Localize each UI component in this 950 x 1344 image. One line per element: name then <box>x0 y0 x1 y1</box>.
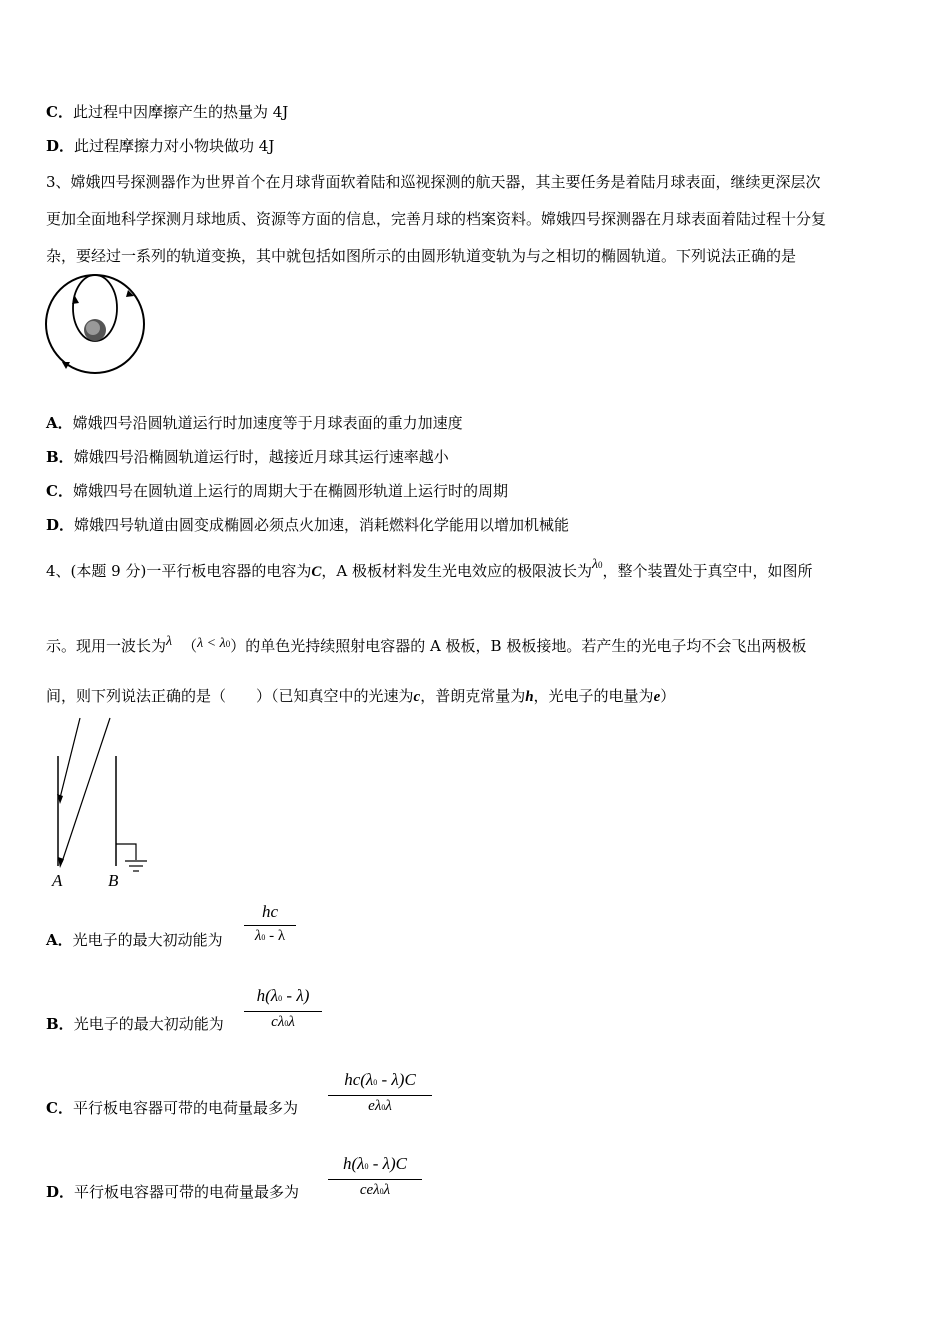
light-ray-1 <box>60 718 80 798</box>
option-text: 嫦娥四号在圆轨道上运行的周期大于在椭圆形轨道上运行时的周期 <box>72 482 508 500</box>
lambda-symbol: λ <box>166 634 173 649</box>
fraction-denominator <box>328 1098 432 1115</box>
subscript-zero: 0 <box>598 560 603 570</box>
den-part: λ <box>288 1014 295 1030</box>
q4-stem-line2 <box>46 635 806 659</box>
option-text: 嫦娥四号沿圆轨道运行时加速度等于月球表面的重力加速度 <box>72 414 463 432</box>
capacitance-symbol: C <box>311 564 322 580</box>
condition-text: λ < λ <box>197 636 226 651</box>
fraction-bar <box>244 925 296 926</box>
fraction-bar <box>244 1011 322 1012</box>
fraction-numerator <box>244 986 322 1006</box>
num-part: hc(λ <box>344 1070 374 1089</box>
fraction-numerator: hc <box>261 902 279 921</box>
option-label: B． <box>46 448 74 466</box>
q4-option-b-fraction <box>244 984 322 1036</box>
den-part: ceλ <box>359 1182 380 1198</box>
q4-stem-text: 示。现用一波长为 <box>46 637 167 655</box>
q3-stem-line1: 3、嫦娥四号探测器作为世界首个在月球背面软着陆和巡视探测的航天器，其主要任务是着陆月球表面，继续更深层次 <box>46 173 821 191</box>
light-speed-symbol: c <box>413 689 421 705</box>
fraction-numerator <box>328 1070 432 1090</box>
option-text: 嫦娥四号轨道由圆变成椭圆必须点火加速，消耗燃料化学能用以增加机械能 <box>74 516 570 534</box>
q3-option-c <box>46 480 508 502</box>
orbit-figure <box>42 272 150 380</box>
q4-stem-text: ，A 极板材料发生光电效应的极限波长为 <box>321 562 592 580</box>
option-text: 平行板电容器可带的电荷量最多为 <box>74 1183 300 1201</box>
q3-stem-line3: 杂，要经过一系列的轨道变换，其中就包括如图所示的由圆形轨道变轨为与之相切的椭圆轨道。下列说法正确的是 <box>46 247 797 265</box>
fraction-numerator <box>328 1154 422 1174</box>
q4-stem-text: 间，则下列说法正确的是（ ）（已知真空中的光速为 <box>46 687 414 705</box>
den-part: cλ <box>271 1014 285 1030</box>
ground-wire <box>116 844 136 860</box>
den-part: λ <box>383 1182 391 1198</box>
planck-symbol: h <box>525 689 534 705</box>
light-ray-2 <box>62 718 110 862</box>
option-text: 平行板电容器可带的电荷量最多为 <box>72 1099 298 1117</box>
q4-option-c <box>46 1097 298 1119</box>
fraction-denominator <box>244 1014 322 1031</box>
option-label: C． <box>46 1099 73 1117</box>
q3-option-b <box>46 446 449 468</box>
q4-stem-text: ，普朗克常量为 <box>420 687 526 705</box>
num-part: - λ) <box>282 986 310 1005</box>
num-part: h(λ <box>256 986 279 1005</box>
charge-symbol: e <box>653 689 661 705</box>
plate-a-label: A <box>52 871 63 890</box>
subscript-zero: 0 <box>364 1162 369 1171</box>
option-label: B． <box>46 1015 74 1033</box>
subscript-zero: 0 <box>261 933 266 942</box>
lambda-glyph: λ <box>591 557 599 572</box>
q4-stem-text: ） <box>660 687 676 705</box>
option-label: A． <box>46 414 73 432</box>
q4-stem-text: 4、(本题 9 分)一平行板电容器的电容为 <box>46 562 312 580</box>
prev-option-c <box>46 101 288 123</box>
option-label: D． <box>46 516 75 534</box>
option-text: 光电子的最大初动能为 <box>73 1015 224 1033</box>
fraction-denominator <box>328 1182 422 1199</box>
option-label: C． <box>46 482 73 500</box>
subscript-zero: 0 <box>225 639 231 649</box>
q4-option-a-fraction <box>244 900 296 950</box>
option-label: A． <box>46 931 73 949</box>
subscript-zero: 0 <box>379 1187 384 1196</box>
q4-option-b <box>46 1013 224 1035</box>
lambda0-symbol <box>592 557 603 572</box>
q4-option-c-fraction <box>328 1068 432 1120</box>
num-part: h(λ <box>342 1154 365 1173</box>
option-text: 此过程摩擦力对小物块做功 4J <box>74 137 275 155</box>
den-part: λ <box>385 1098 392 1114</box>
fraction-bar <box>328 1179 422 1180</box>
q4-stem-line1 <box>46 557 813 584</box>
option-text: 嫦娥四号沿椭圆轨道运行时，越接近月球其运行速率越小 <box>73 448 449 466</box>
q4-option-d-fraction <box>328 1152 422 1204</box>
q4-option-d <box>46 1181 299 1203</box>
q4-stem-text: ，光电子的电量为 <box>533 687 654 705</box>
q4-stem-line3 <box>46 685 675 708</box>
subscript-zero: 0 <box>284 1019 289 1028</box>
q3-option-a <box>46 412 463 434</box>
option-label: C． <box>46 103 73 121</box>
capacitor-figure <box>46 716 156 892</box>
num-part: - λ)C <box>368 1154 408 1173</box>
num-part: - λ)C <box>377 1070 416 1089</box>
prev-option-d <box>46 135 274 157</box>
option-label: D． <box>46 1183 75 1201</box>
paren-open: （ <box>182 637 198 655</box>
option-label: D． <box>46 137 75 155</box>
den-part: λ <box>254 928 262 944</box>
subscript-zero: 0 <box>381 1103 386 1112</box>
fraction-denominator <box>244 928 296 945</box>
plate-b-label: B <box>108 871 119 890</box>
lambda-condition <box>197 636 230 651</box>
moon-highlight <box>86 321 100 335</box>
option-text: 此过程中因摩擦产生的热量为 4J <box>72 103 289 121</box>
q4-stem-text: ）的单色光持续照射电容器的 A 极板，B 极板接地。若产生的光电子均不会飞出两极板 <box>230 637 807 655</box>
q3-option-d <box>46 514 569 536</box>
fraction-bar <box>328 1095 432 1096</box>
subscript-zero: 0 <box>278 994 283 1003</box>
den-part: eλ <box>368 1098 382 1114</box>
q4-option-a <box>46 929 223 951</box>
q4-stem-text: ，整个装置处于真空中，如图所 <box>602 562 813 580</box>
den-part: - λ <box>265 928 286 944</box>
option-text: 光电子的最大初动能为 <box>72 931 223 949</box>
q3-stem-line2: 更加全面地科学探测月球地质、资源等方面的信息，完善月球的档案资料。嫦娥四号探测器在月球表面着陆过程十分复 <box>46 210 827 228</box>
subscript-zero: 0 <box>373 1078 378 1087</box>
